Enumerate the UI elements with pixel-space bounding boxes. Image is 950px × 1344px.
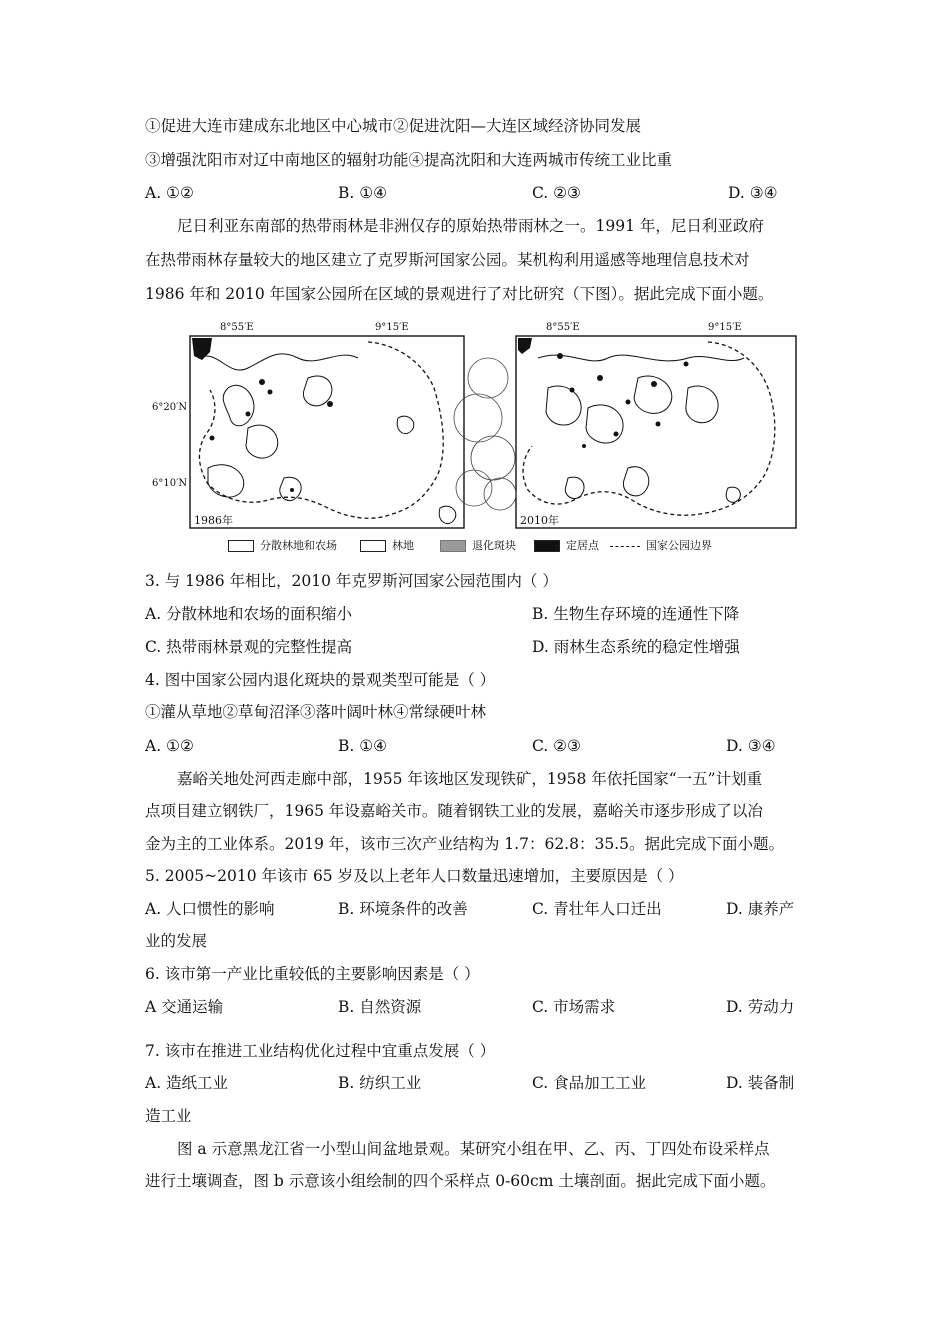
left-lon-label-1: 8°55′E (220, 322, 254, 333)
question-5: 5. 2005~2010 年该市 65 岁及以上老年人口数量迅速增加，主要原因是（ ） (145, 867, 684, 885)
statement-line-1: ①促进大连市建成东北地区中心城市②促进沈阳—大连区域经济协同发展 (145, 117, 642, 135)
passage-2-line-3: 金为主的工业体系。2019 年，该市三次产业结构为 1.7：62.8：35.5。据此完成下面小题。 (145, 835, 784, 853)
legend-swatch-dashed-line (610, 546, 640, 547)
q6-option-c[interactable]: C. 市场需求 (532, 998, 616, 1016)
passage-3-line-2: 进行土壤调查，图 b 示意该小组绘制的四个采样点 0-60cm 土壤剖面。据此完成下面小题。 (145, 1172, 776, 1190)
q2-option-a[interactable]: A. ①② (145, 184, 194, 202)
year-label-1986: 1986年 (194, 514, 233, 527)
landscape-comparison-map (152, 318, 800, 558)
year-label-2010: 2010年 (520, 514, 559, 527)
legend-item-settlement: 定居点 (534, 539, 599, 553)
lat-label-2: 6°10′N (152, 478, 188, 489)
question-4: 4. 图中国家公园内退化斑块的景观类型可能是（ ） (145, 671, 496, 689)
question-4-statements: ①灌从草地②草甸沼泽③落叶阔叶林④常绿硬叶林 (145, 703, 487, 721)
right-lon-label-1: 8°55′E (546, 322, 580, 333)
q2-option-b[interactable]: B. ①④ (338, 184, 388, 202)
passage-2-line-2: 点项目建立钢铁厂，1965 年设嘉峪关市。随着钢铁工业的发展，嘉峪关市逐步形成了以冶 (145, 802, 763, 820)
passage-1-line-2: 在热带雨林存量较大的地区建立了克罗斯河国家公园。某机构利用遥感等地理信息技术对 (145, 251, 750, 269)
q5-option-d[interactable]: D. 康养产 (726, 900, 795, 918)
q4-option-b[interactable]: B. ①④ (338, 737, 388, 755)
q3-option-a[interactable]: A. 分散林地和农场的面积缩小 (145, 605, 353, 623)
legend-swatch-grey-box (440, 540, 466, 552)
legend-item-degraded-patch: 退化斑块 (440, 539, 516, 553)
legend-item-park-boundary: 国家公园边界 (610, 539, 712, 553)
legend-item-scattered-forest-farm: 分散林地和农场 (228, 539, 337, 553)
q2-option-c[interactable]: C. ②③ (532, 184, 581, 202)
q4-option-d[interactable]: D. ③④ (726, 737, 776, 755)
q3-option-b[interactable]: B. 生物生存环境的连通性下降 (532, 605, 740, 623)
q2-option-d[interactable]: D. ③④ (728, 184, 778, 202)
passage-1-line-1: 尼日利亚东南部的热带雨林是非洲仅存的原始热带雨林之一。1991 年，尼日利亚政府 (177, 217, 764, 235)
q7-option-a[interactable]: A. 造纸工业 (145, 1074, 229, 1092)
left-lon-label-2: 9°15′E (375, 322, 409, 333)
q5-option-b[interactable]: B. 环境条件的改善 (338, 900, 468, 918)
passage-1-line-3: 1986 年和 2010 年国家公园所在区域的景观进行了对比研究（下图）。据此完成下面小题。 (145, 285, 774, 303)
q4-option-c[interactable]: C. ②③ (532, 737, 581, 755)
q6-option-b[interactable]: B. 自然资源 (338, 998, 422, 1016)
legend-swatch-white-box (228, 540, 254, 552)
q7-option-b[interactable]: B. 纺织工业 (338, 1074, 422, 1092)
q3-option-c[interactable]: C. 热带雨林景观的完整性提高 (145, 638, 353, 656)
q6-option-a[interactable]: A 交通运输 (145, 998, 224, 1016)
q5-option-c[interactable]: C. 青壮年人口迁出 (532, 900, 662, 918)
q7-option-c[interactable]: C. 食品加工工业 (532, 1074, 647, 1092)
passage-3-line-1: 图 a 示意黑龙江省一小型山间盆地景观。某研究小组在甲、乙、丙、丁四处布设采样点 (177, 1140, 770, 1158)
q7-option-d-wrap: 造工业 (145, 1107, 192, 1125)
question-3: 3. 与 1986 年相比，2010 年克罗斯河国家公园范围内（ ） (145, 572, 558, 590)
legend-swatch-black-box (534, 540, 560, 552)
question-7: 7. 该市在推进工业结构优化过程中宜重点发展（ ） (145, 1042, 496, 1060)
statement-line-2: ③增强沈阳市对辽中南地区的辐射功能④提高沈阳和大连两城市传统工业比重 (145, 151, 673, 169)
question-6: 6. 该市第一产业比重较低的主要影响因素是（ ） (145, 965, 480, 983)
q3-option-d[interactable]: D. 雨林生态系统的稳定性增强 (532, 638, 740, 656)
legend-item-forest: 林地 (360, 539, 414, 553)
passage-2-line-1: 嘉峪关地处河西走廊中部，1955 年该地区发现铁矿，1958 年依托国家“一五”计划重 (177, 770, 763, 788)
q5-option-a[interactable]: A. 人口惯性的影响 (145, 900, 275, 918)
q5-option-d-wrap: 业的发展 (145, 932, 208, 950)
q7-option-d[interactable]: D. 装备制 (726, 1074, 795, 1092)
legend-swatch-white-box (360, 540, 386, 552)
q4-option-a[interactable]: A. ①② (145, 737, 194, 755)
lat-label-1: 6°20′N (152, 402, 188, 413)
q6-option-d[interactable]: D. 劳动力 (726, 998, 795, 1016)
right-lon-label-2: 9°15′E (708, 322, 742, 333)
